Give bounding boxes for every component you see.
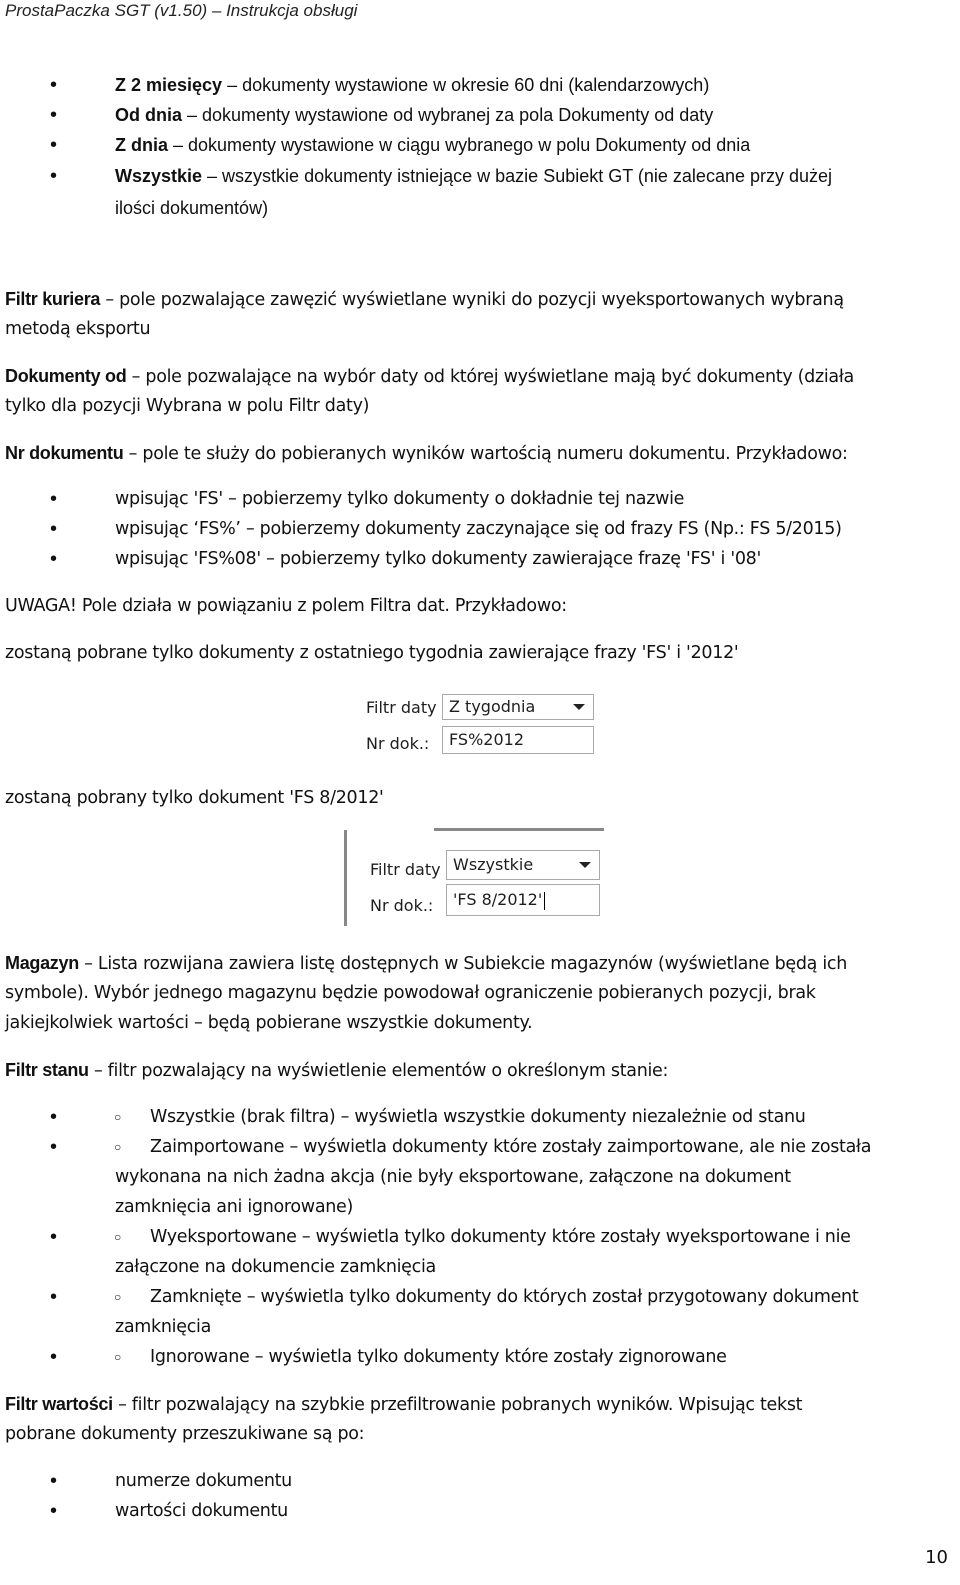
chevron-down-icon — [579, 862, 591, 868]
window-edge — [344, 830, 347, 926]
paragraph-nr-dokumentu — [5, 438, 950, 469]
list-item-continuation: załączone na dokumencie zamknięcia — [115, 1257, 436, 1277]
list-item: Zamknięte – wyświetla tylko dokumenty do których został przygotowany dokument — [150, 1287, 859, 1307]
list-item-continuation: wykonana na nich żadna akcja (nie były eksportowane, załączone na dokument — [115, 1167, 791, 1187]
bullet-icon: • — [50, 1136, 58, 1158]
bullet-icon: • — [50, 1470, 58, 1492]
list-item-continuation: ilości dokumentów) — [115, 198, 269, 218]
term-description: – dokumenty wystawione w ciągu wybranego w polu Dokumenty od dnia — [168, 135, 751, 155]
list-item — [115, 100, 950, 130]
term: Od dnia — [115, 105, 182, 125]
paragraph-filtr-stanu — [5, 1055, 950, 1086]
list-item — [115, 161, 950, 191]
list-item — [115, 130, 950, 160]
uwaga-note: UWAGA! Pole działa w powiązaniu z polem Filtra dat. Przykładowo: — [5, 596, 567, 616]
bullet-icon: • — [50, 1226, 58, 1248]
term: Dokumenty od — [5, 366, 127, 386]
list-item: wpisując 'FS' – pobierzemy tylko dokumenty o dokładnie tej nazwie — [115, 489, 685, 509]
term: Wszystkie — [115, 166, 203, 186]
term: Filtr stanu — [5, 1060, 89, 1080]
page-header: ProstaPaczka SGT (v1.50) – Instrukcja obsługi — [5, 1, 358, 20]
list-item: Wszystkie (brak filtra) – wyświetla wszystkie dokumenty niezależnie od stanu — [150, 1107, 806, 1127]
nr-dok-label: Nr dok.: — [370, 896, 434, 915]
nr-dok-input[interactable]: FS%2012 — [442, 726, 594, 754]
list-item: numerze dokumentu — [115, 1471, 292, 1491]
circle-bullet-icon: ○ — [114, 1290, 122, 1304]
bullet-icon: • — [50, 488, 58, 510]
nr-dok-input[interactable] — [446, 884, 600, 916]
nr-dok-value: 'FS 8/2012' — [453, 890, 543, 909]
term: Filtr wartości — [5, 1394, 113, 1414]
page-number: 10 — [925, 1547, 948, 1568]
term-description: – pole te służy do pobieranych wyników wartością numeru dokumentu. Przykładowo: — [123, 444, 848, 464]
term: Z 2 miesięcy — [115, 75, 223, 95]
paragraph-continuation: tylko dla pozycji Wybrana w polu Filtr daty) — [5, 396, 370, 416]
list-item: wpisując ‘FS%’ – pobierzemy dokumenty zaczynające się od frazy FS (Np.: FS 5/2015) — [115, 519, 842, 539]
term: Magazyn — [5, 953, 79, 973]
nr-dok-label: Nr dok.: — [366, 734, 430, 753]
bullet-icon: • — [50, 1106, 58, 1128]
paragraph-continuation: symbole). Wybór jednego magazynu będzie powodował ograniczenie pobieranych pozycji, brak — [5, 983, 816, 1003]
term-description: – pole pozwalające zawęzić wyświetlane wyniki do pozycji wyeksportowanych wybraną — [100, 290, 844, 310]
window-edge — [434, 828, 604, 831]
example-2-screenshot — [344, 828, 608, 928]
filtr-daty-label: Filtr daty — [366, 698, 437, 717]
list-item: wartości dokumentu — [115, 1501, 288, 1521]
bullet-icon: • — [50, 518, 58, 540]
list-item — [115, 70, 950, 100]
list-item-continuation: zamknięcia — [115, 1317, 212, 1337]
term-description: – filtr pozwalający na wyświetlenie elementów o określonym stanie: — [88, 1061, 669, 1081]
filtr-daty-dropdown[interactable] — [446, 850, 600, 880]
chevron-down-icon — [573, 704, 585, 710]
bullet-icon: • — [50, 1286, 58, 1308]
list-item: Ignorowane – wyświetla tylko dokumenty które zostały zignorowane — [150, 1347, 727, 1367]
term-description: – Lista rozwijana zawiera listę dostępnych w Subiekcie magazynów (wyświetlane będą ich — [78, 954, 848, 974]
list-item: Zaimportowane – wyświetla dokumenty które zostały zaimportowane, ale nie została — [150, 1137, 872, 1157]
term-description: – filtr pozwalający na szybkie przefiltrowanie pobranych wyników. Wpisując tekst — [112, 1395, 803, 1415]
bullet-icon: • — [50, 1346, 58, 1368]
text-cursor — [544, 892, 545, 910]
filtr-daty-value: Z tygodnia — [449, 697, 536, 716]
bullet-icon: • — [50, 74, 58, 96]
circle-bullet-icon: ○ — [114, 1350, 122, 1364]
bullet-icon: • — [50, 104, 58, 126]
paragraph-dokumenty-od — [5, 361, 950, 392]
list-item: Wyeksportowane – wyświetla tylko dokumenty które zostały wyeksportowane i nie — [150, 1227, 851, 1247]
bullet-icon: • — [50, 165, 58, 187]
term-description: – dokumenty wystawione w okresie 60 dni (kalendarzowych) — [222, 75, 710, 95]
filtr-daty-label: Filtr daty — [370, 860, 441, 879]
example-2-text: zostaną pobrany tylko dokument 'FS 8/2012' — [5, 788, 384, 808]
example-1-screenshot — [362, 690, 602, 760]
filtr-daty-dropdown[interactable] — [442, 694, 594, 720]
paragraph-continuation: jakiejkolwiek wartości – będą pobierane wszystkie dokumenty. — [5, 1013, 533, 1033]
term: Z dnia — [115, 135, 168, 155]
term: Nr dokumentu — [5, 443, 124, 463]
term-description: – pole pozwalające na wybór daty od której wyświetlane mają być dokumenty (działa — [126, 367, 854, 387]
filtr-daty-value: Wszystkie — [453, 855, 534, 874]
example-1-text: zostaną pobrane tylko dokumenty z ostatniego tygodnia zawierające frazy 'FS' i '2012' — [5, 643, 739, 663]
term-description: – dokumenty wystawione od wybranej za pola Dokumenty od daty — [182, 105, 714, 125]
list-item-continuation: zamknięcia ani ignorowane) — [115, 1197, 354, 1217]
paragraph-filtr-wartosci — [5, 1389, 950, 1420]
circle-bullet-icon: ○ — [114, 1230, 122, 1244]
paragraph-filtr-kuriera — [5, 284, 950, 315]
circle-bullet-icon: ○ — [114, 1110, 122, 1124]
circle-bullet-icon: ○ — [114, 1140, 122, 1154]
paragraph-continuation: pobrane dokumenty przeszukiwane są po: — [5, 1424, 365, 1444]
paragraph-continuation: metodą eksportu — [5, 319, 151, 339]
list-item: wpisując 'FS%08' – pobierzemy tylko dokumenty zawierające frazę 'FS' i '08' — [115, 549, 762, 569]
term: Filtr kuriera — [5, 289, 101, 309]
bullet-icon: • — [50, 134, 58, 156]
bullet-icon: • — [50, 1500, 58, 1522]
paragraph-magazyn — [5, 948, 950, 979]
term-description: – wszystkie dokumenty istniejące w bazie Subiekt GT (nie zalecane przy dużej — [202, 166, 833, 186]
bullet-icon: • — [50, 548, 58, 570]
